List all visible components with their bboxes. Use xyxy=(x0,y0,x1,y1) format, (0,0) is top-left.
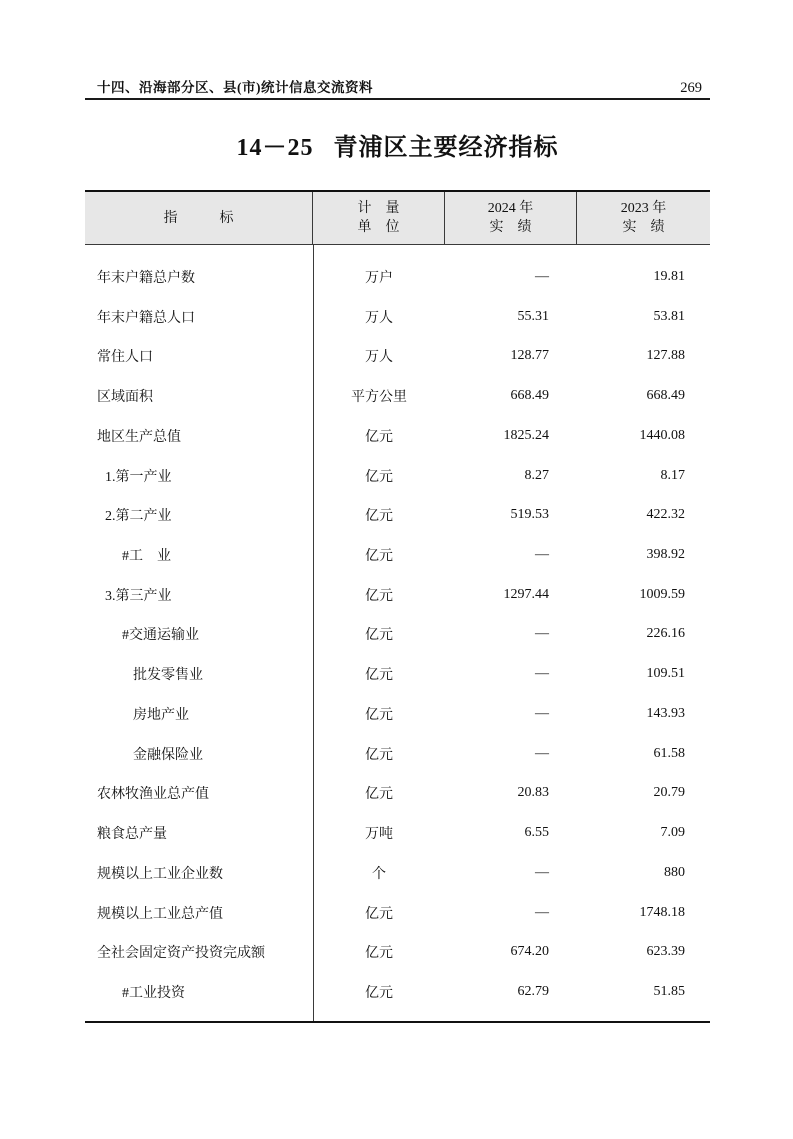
indicator-cell: 粮食总产量 xyxy=(97,827,167,843)
indicator-cell: 3.第三产业 xyxy=(105,588,172,604)
table-row xyxy=(85,694,710,734)
value-2024-cell: 8.27 xyxy=(524,467,549,483)
value-2024-cell: — xyxy=(535,547,549,562)
unit-cell: 亿元 xyxy=(365,588,393,604)
unit-cell: 亿元 xyxy=(365,628,393,644)
value-2024-cell: 128.77 xyxy=(510,348,549,364)
value-2023-cell: 1748.18 xyxy=(639,904,685,920)
table-row xyxy=(85,972,710,1012)
value-2024-cell: 668.49 xyxy=(510,388,549,404)
unit-cell: 万人 xyxy=(365,310,393,326)
indicator-cell: 2.第二产业 xyxy=(105,509,172,525)
header-2023-line2: 实 绩 xyxy=(622,220,665,235)
unit-cell: 亿元 xyxy=(365,707,393,723)
header-cell-2024 xyxy=(445,192,577,244)
value-2024-cell: 6.55 xyxy=(524,825,549,841)
value-2023-cell: 19.81 xyxy=(653,268,685,284)
header-unit-line1: 计 量 xyxy=(357,201,400,216)
header-rule xyxy=(85,98,710,100)
table-row xyxy=(85,932,710,972)
indicator-cell: 规模以上工业总产值 xyxy=(97,906,223,922)
table-row xyxy=(85,336,710,376)
unit-cell: 万户 xyxy=(365,270,393,286)
section-title: 十四、沿海部分区、县(市)统计信息交流资料 xyxy=(97,80,373,95)
table-row xyxy=(85,853,710,893)
table-header-row xyxy=(85,192,710,245)
page-number: 269 xyxy=(680,80,702,96)
unit-cell: 亿元 xyxy=(365,469,393,485)
header-cell-unit xyxy=(313,192,445,244)
value-2024-cell: 519.53 xyxy=(510,507,549,523)
unit-cell: 亿元 xyxy=(365,509,393,525)
indicator-cell: 全社会固定资产投资完成额 xyxy=(97,946,265,962)
indicator-cell: 批发零售业 xyxy=(133,668,203,684)
unit-cell: 万人 xyxy=(365,350,393,366)
table-row xyxy=(85,575,710,615)
header-2024-line2: 实 绩 xyxy=(489,220,532,235)
table-row xyxy=(85,376,710,416)
table-row xyxy=(85,813,710,853)
value-2023-cell: 7.09 xyxy=(660,825,685,841)
value-2023-cell: 226.16 xyxy=(646,626,685,642)
table-number: 14－25 xyxy=(236,135,314,161)
value-2024-cell: 674.20 xyxy=(510,944,549,960)
unit-cell: 亿元 xyxy=(365,906,393,922)
table-title-text: 青浦区主要经济指标 xyxy=(333,135,559,161)
table-row xyxy=(85,495,710,535)
indicator-cell: 规模以上工业企业数 xyxy=(97,866,223,882)
running-header xyxy=(85,76,710,97)
header-cell-2023 xyxy=(577,192,710,244)
value-2023-cell: 880 xyxy=(664,864,685,880)
table-row xyxy=(85,893,710,933)
value-2023-cell: 623.39 xyxy=(646,944,685,960)
value-2023-cell: 668.49 xyxy=(646,388,685,404)
value-2023-cell: 127.88 xyxy=(646,348,685,364)
unit-cell: 平方公里 xyxy=(351,390,407,406)
indicator-cell: 年末户籍总人口 xyxy=(97,310,195,326)
value-2024-cell: — xyxy=(535,268,549,284)
table-row xyxy=(85,535,710,575)
header-unit-line2: 单 位 xyxy=(357,220,400,235)
value-2024-cell: — xyxy=(535,705,549,721)
column-divider xyxy=(313,245,314,1021)
indicator-cell: #交通运输业 xyxy=(122,628,199,644)
unit-cell: 万吨 xyxy=(365,827,393,843)
value-2023-cell: 398.92 xyxy=(646,547,685,562)
value-2024-cell: 20.83 xyxy=(517,785,549,801)
indicator-cell: 1.第一产业 xyxy=(105,469,172,485)
value-2023-cell: 8.17 xyxy=(660,467,685,483)
table-row xyxy=(85,456,710,496)
unit-cell: 亿元 xyxy=(365,429,393,445)
value-2023-cell: 51.85 xyxy=(653,984,685,1000)
value-2024-cell: — xyxy=(535,745,549,761)
value-2023-cell: 20.79 xyxy=(653,785,685,801)
value-2024-cell: — xyxy=(535,864,549,880)
indicator-cell: #工业投资 xyxy=(122,986,185,1002)
unit-cell: 亿元 xyxy=(365,668,393,684)
value-2024-cell: 1297.44 xyxy=(503,586,549,602)
table-body xyxy=(85,245,710,1021)
table-row xyxy=(85,416,710,456)
header-cell-indicator xyxy=(85,192,313,244)
table-row xyxy=(85,615,710,655)
indicator-cell: #工 业 xyxy=(122,549,171,564)
value-2023-cell: 53.81 xyxy=(653,308,685,324)
header-2023-line1: 2023 年 xyxy=(620,201,667,216)
header-indicator-label: 指 标 xyxy=(163,210,234,226)
table-row xyxy=(85,734,710,774)
indicator-cell: 区域面积 xyxy=(97,390,153,406)
unit-cell: 亿元 xyxy=(365,747,393,763)
unit-cell: 亿元 xyxy=(365,787,393,803)
value-2024-cell: — xyxy=(535,904,549,920)
unit-cell: 个 xyxy=(372,866,386,882)
value-2023-cell: 109.51 xyxy=(646,666,685,682)
indicator-cell: 常住人口 xyxy=(97,350,153,366)
value-2024-cell: 55.31 xyxy=(517,308,549,324)
value-2023-cell: 422.32 xyxy=(646,507,685,523)
indicator-cell: 房地产业 xyxy=(133,707,189,723)
indicator-cell: 农林牧渔业总产值 xyxy=(97,787,209,803)
value-2023-cell: 1009.59 xyxy=(639,586,685,602)
value-2023-cell: 143.93 xyxy=(646,705,685,721)
unit-cell: 亿元 xyxy=(365,986,393,1002)
indicator-cell: 年末户籍总户数 xyxy=(97,270,195,286)
value-2024-cell: — xyxy=(535,666,549,682)
value-2023-cell: 61.58 xyxy=(653,745,685,761)
indicator-cell: 金融保险业 xyxy=(133,747,203,763)
indicator-cell: 地区生产总值 xyxy=(97,429,181,445)
table-row xyxy=(85,297,710,337)
value-2023-cell: 1440.08 xyxy=(639,427,685,443)
value-2024-cell: 1825.24 xyxy=(503,427,549,443)
table-row xyxy=(85,654,710,694)
indicators-table xyxy=(85,190,710,1023)
table-row xyxy=(85,774,710,814)
table-row xyxy=(85,257,710,297)
unit-cell: 亿元 xyxy=(365,549,393,564)
value-2024-cell: 62.79 xyxy=(517,984,549,1000)
unit-cell: 亿元 xyxy=(365,946,393,962)
table-title xyxy=(85,127,710,162)
value-2024-cell: — xyxy=(535,626,549,642)
header-2024-line1: 2024 年 xyxy=(487,201,534,216)
